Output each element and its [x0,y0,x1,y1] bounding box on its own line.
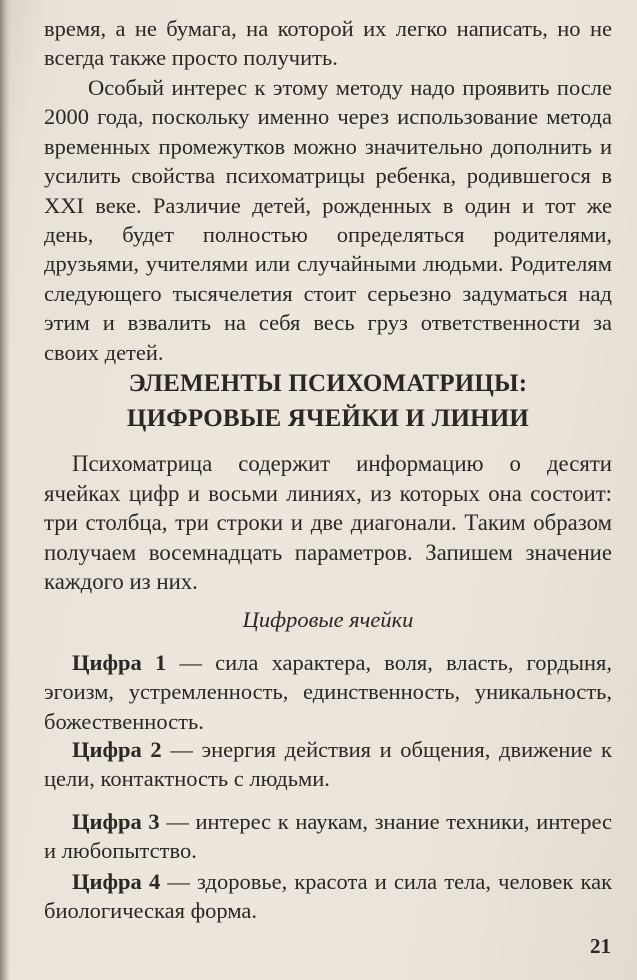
digit-label: Цифра 4 [72,869,161,894]
paragraph-method-interest: Особый интерес к этому методу надо проявить после 2000 года, поскольку именно через использование метода временных промежутков можно значительно дополнить и усилить свойства психоматрицы ребенка, родившегося в XXI веке. Различие детей, рожденных в один и тот же день, будет полностью определяться родителями, друзьями, учителями или случайными людьми. Родителям следующего тысячелетия стоит серьезно задуматься над этим и взвалить на себя весь груз ответственности за своих детей. [44,75,612,365]
digit-description: — энергия действия и общения, движение к цели, контактность с людьми. [44,737,612,792]
section-heading-line-1: ЭЛЕМЕНТЫ ПСИХОМАТРИЦЫ: [128,370,528,397]
paragraph-continuation: время, а не бумага, на которой их легко написать, но не всегда также просто получить. [44,16,612,71]
page-number: 21 [590,934,611,958]
digit-item-2 [44,735,612,794]
digit-description: — здоровье, красота и сила тела, человек как биологическая форма. [44,869,613,924]
paragraph-psychomatrix-intro: Психоматрица содержит информацию о десяти ячейках цифр и восьми линиях, из которых она состоит: три столбца, три строки и две диагонали. Таким образом получаем восемнадцать параметров. Запишем значение каждого из них. [44,451,612,595]
digit-label: Цифра 1 [72,650,167,675]
section-heading [44,366,612,436]
digit-item-1 [44,648,612,736]
digit-label: Цифра 3 [72,809,160,834]
subsection-heading: Цифровые ячейки [242,607,414,632]
section-heading-line-2: ЦИФРОВЫЕ ЯЧЕЙКИ И ЛИНИИ [126,405,530,432]
digit-description: — интерес к наукам, знание техники, интерес и любопытство. [44,809,612,864]
digit-label: Цифра 2 [72,737,162,762]
digit-item-4 [44,867,612,926]
digit-item-3 [44,807,612,866]
digit-description: — сила характера, воля, власть, гордыня, эгоизм, устремленность, единственность, уникальность, божественность. [44,650,613,734]
page-spine-shadow [0,0,10,980]
